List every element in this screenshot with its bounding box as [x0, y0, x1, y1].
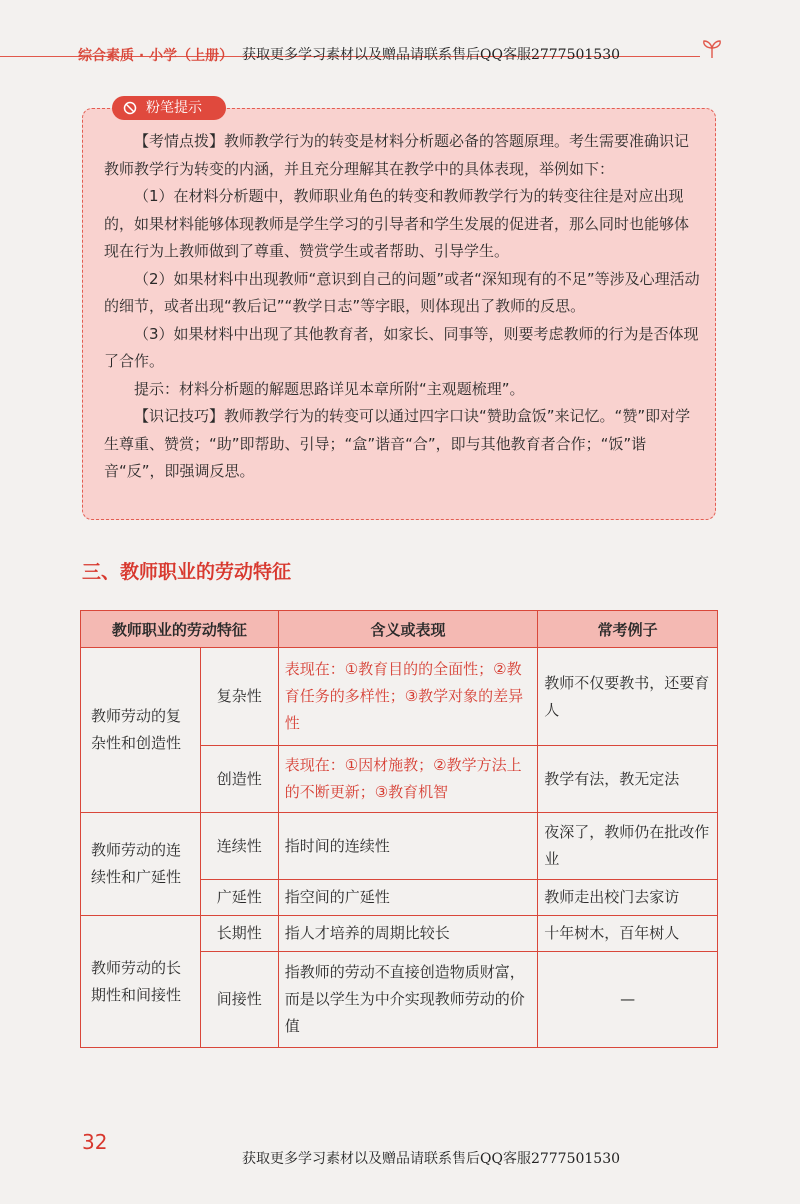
- table-header-cell: 教师职业的劳动特征: [81, 611, 279, 648]
- table-row: [81, 916, 718, 952]
- example-cell: 十年树木，百年树人: [538, 916, 718, 952]
- subtype-cell: 间接性: [200, 952, 278, 1048]
- no-icon: [123, 101, 137, 115]
- section-title: 三、教师职业的劳动特征: [82, 561, 292, 583]
- category-cell: 教师劳动的复杂性和创造性: [81, 648, 201, 813]
- meaning-cell: 指空间的广延性: [278, 880, 538, 916]
- page-number: 32: [82, 1130, 108, 1154]
- tip-paragraph-1: （1）在材料分析题中，教师职业角色的转变和教师教学行为的转变往往是对应出现的，如果材料能够体现教师是学生学习的引导者和学生发展的促进者，那么同时也能够体现在行为上教师做到了尊重、赞赏学生或者帮助、引导学生。: [104, 187, 690, 260]
- table-header-row: [81, 611, 718, 648]
- table-row: [81, 813, 718, 880]
- table-header-cell: 含义或表现: [278, 611, 538, 648]
- tip-content: [104, 128, 700, 486]
- tip-tab: [112, 96, 226, 120]
- footer-watermark: 获取更多学习素材以及赠品请联系售后QQ客服2777501530: [242, 1151, 621, 1167]
- example-cell: 夜深了，教师仍在批改作业: [538, 813, 718, 880]
- subtype-cell: 创造性: [200, 746, 278, 813]
- sprout-icon: [700, 36, 724, 60]
- tip-paragraph-3: （3）如果材料中出现了其他教育者，如家长、同事等，则要考虑教师的行为是否体现了合作。: [104, 324, 699, 370]
- tip-paragraph-hint: 提示：材料分析题的解题思路详见本章所附“主观题梳理”。: [134, 379, 525, 398]
- subtype-cell: 长期性: [200, 916, 278, 952]
- example-cell: 教师不仅要教书，还要育人: [538, 648, 718, 746]
- tip-paragraph-memory: 【识记技巧】教师教学行为的转变可以通过四字口诀“赞助盒饭”来记忆。“赞”即对学生尊重、赞赏；“助”即帮助、引导；“盒”谐音“合”，即与其他教育者合作；“饭”谐音“反”，即强调反思。: [104, 407, 691, 480]
- header-watermark: 获取更多学习素材以及赠品请联系售后QQ客服2777501530: [242, 47, 621, 63]
- meaning-cell: 指人才培养的周期比较长: [278, 916, 538, 952]
- meaning-cell: 表现在：①因材施教；②教学方法上的不断更新；③教育机智: [278, 746, 538, 813]
- example-cell: —: [538, 952, 718, 1048]
- example-cell: 教学有法，教无定法: [538, 746, 718, 813]
- table-row: [81, 648, 718, 746]
- meaning-cell: 表现在：①教育目的的全面性；②教育任务的多样性；③教学对象的差异性: [278, 648, 538, 746]
- subtype-cell: 连续性: [200, 813, 278, 880]
- tip-paragraph-2: （2）如果材料中出现教师“意识到自己的问题”或者“深知现有的不足”等涉及心理活动的细节，或者出现“教后记”“教学日志”等字眼，则体现出了教师的反思。: [104, 269, 700, 315]
- table-header-cell: 常考例子: [538, 611, 718, 648]
- tip-tab-label: 粉笔提示: [146, 100, 202, 116]
- meaning-cell: 指教师的劳动不直接创造物质财富，而是以学生为中介实现教师劳动的价值: [278, 952, 538, 1048]
- tip-paragraph-analysis: 【考情点拨】教师教学行为的转变是材料分析题必备的答题原理。考生需要准确识记教师教学行为转变的内涵，并且充分理解其在教学中的具体表现，举例如下：: [104, 132, 690, 178]
- feature-table: [80, 610, 718, 1048]
- book-title: 综合素质 · 小学（上册）: [78, 48, 234, 64]
- category-cell: 教师劳动的长期性和间接性: [81, 916, 201, 1048]
- subtype-cell: 复杂性: [200, 648, 278, 746]
- meaning-cell: 指时间的连续性: [278, 813, 538, 880]
- example-cell: 教师走出校门去家访: [538, 880, 718, 916]
- subtype-cell: 广延性: [200, 880, 278, 916]
- category-cell: 教师劳动的连续性和广延性: [81, 813, 201, 916]
